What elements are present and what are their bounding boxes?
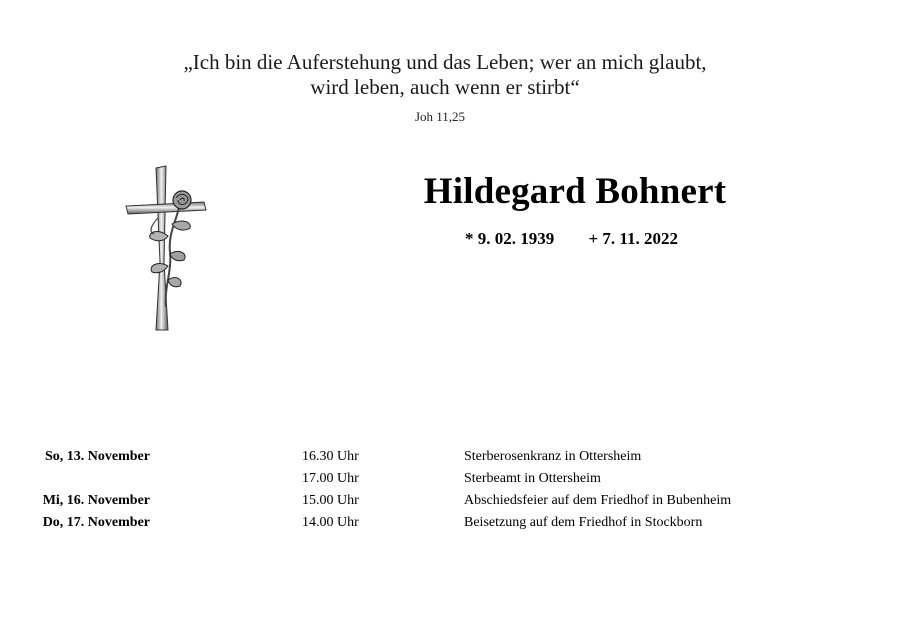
schedule-event: Beisetzung auf dem Friedhof in Stockborn bbox=[464, 515, 703, 530]
schedule-time: 16.30 Uhr bbox=[302, 449, 359, 464]
schedule-event: Sterberosenkranz in Ottersheim bbox=[464, 449, 642, 464]
schedule-day: Mi, 16. November bbox=[42, 493, 150, 508]
schedule-day: So, 13. November bbox=[45, 449, 150, 464]
schedule-row bbox=[0, 449, 900, 469]
life-dates bbox=[465, 229, 678, 249]
bible-quote bbox=[0, 50, 890, 100]
schedule-row bbox=[0, 471, 900, 491]
quote-reference: Joh 11,25 bbox=[414, 109, 466, 124]
cross-with-rose-icon bbox=[118, 162, 218, 334]
schedule-event: Abschiedsfeier auf dem Friedhof in Bubenheim bbox=[464, 493, 732, 508]
birth-date: * 9. 02. 1939 bbox=[465, 229, 555, 248]
schedule-event: Sterbeamt in Ottersheim bbox=[464, 471, 601, 486]
schedule-row bbox=[0, 493, 900, 513]
death-date: + 7. 11. 2022 bbox=[588, 229, 678, 248]
deceased-name: Hildegard Bohnert bbox=[423, 171, 727, 212]
schedule-row bbox=[0, 515, 900, 535]
schedule-day: Do, 17. November bbox=[42, 515, 150, 530]
schedule-time: 17.00 Uhr bbox=[302, 471, 359, 486]
schedule-time: 15.00 Uhr bbox=[302, 493, 359, 508]
schedule-time: 14.00 Uhr bbox=[302, 515, 359, 530]
quote-line-1: „Ich bin die Auferstehung und das Leben; wer an mich glaubt, bbox=[183, 50, 707, 74]
quote-line-2: wird leben, auch wenn er stirbt“ bbox=[310, 75, 580, 99]
